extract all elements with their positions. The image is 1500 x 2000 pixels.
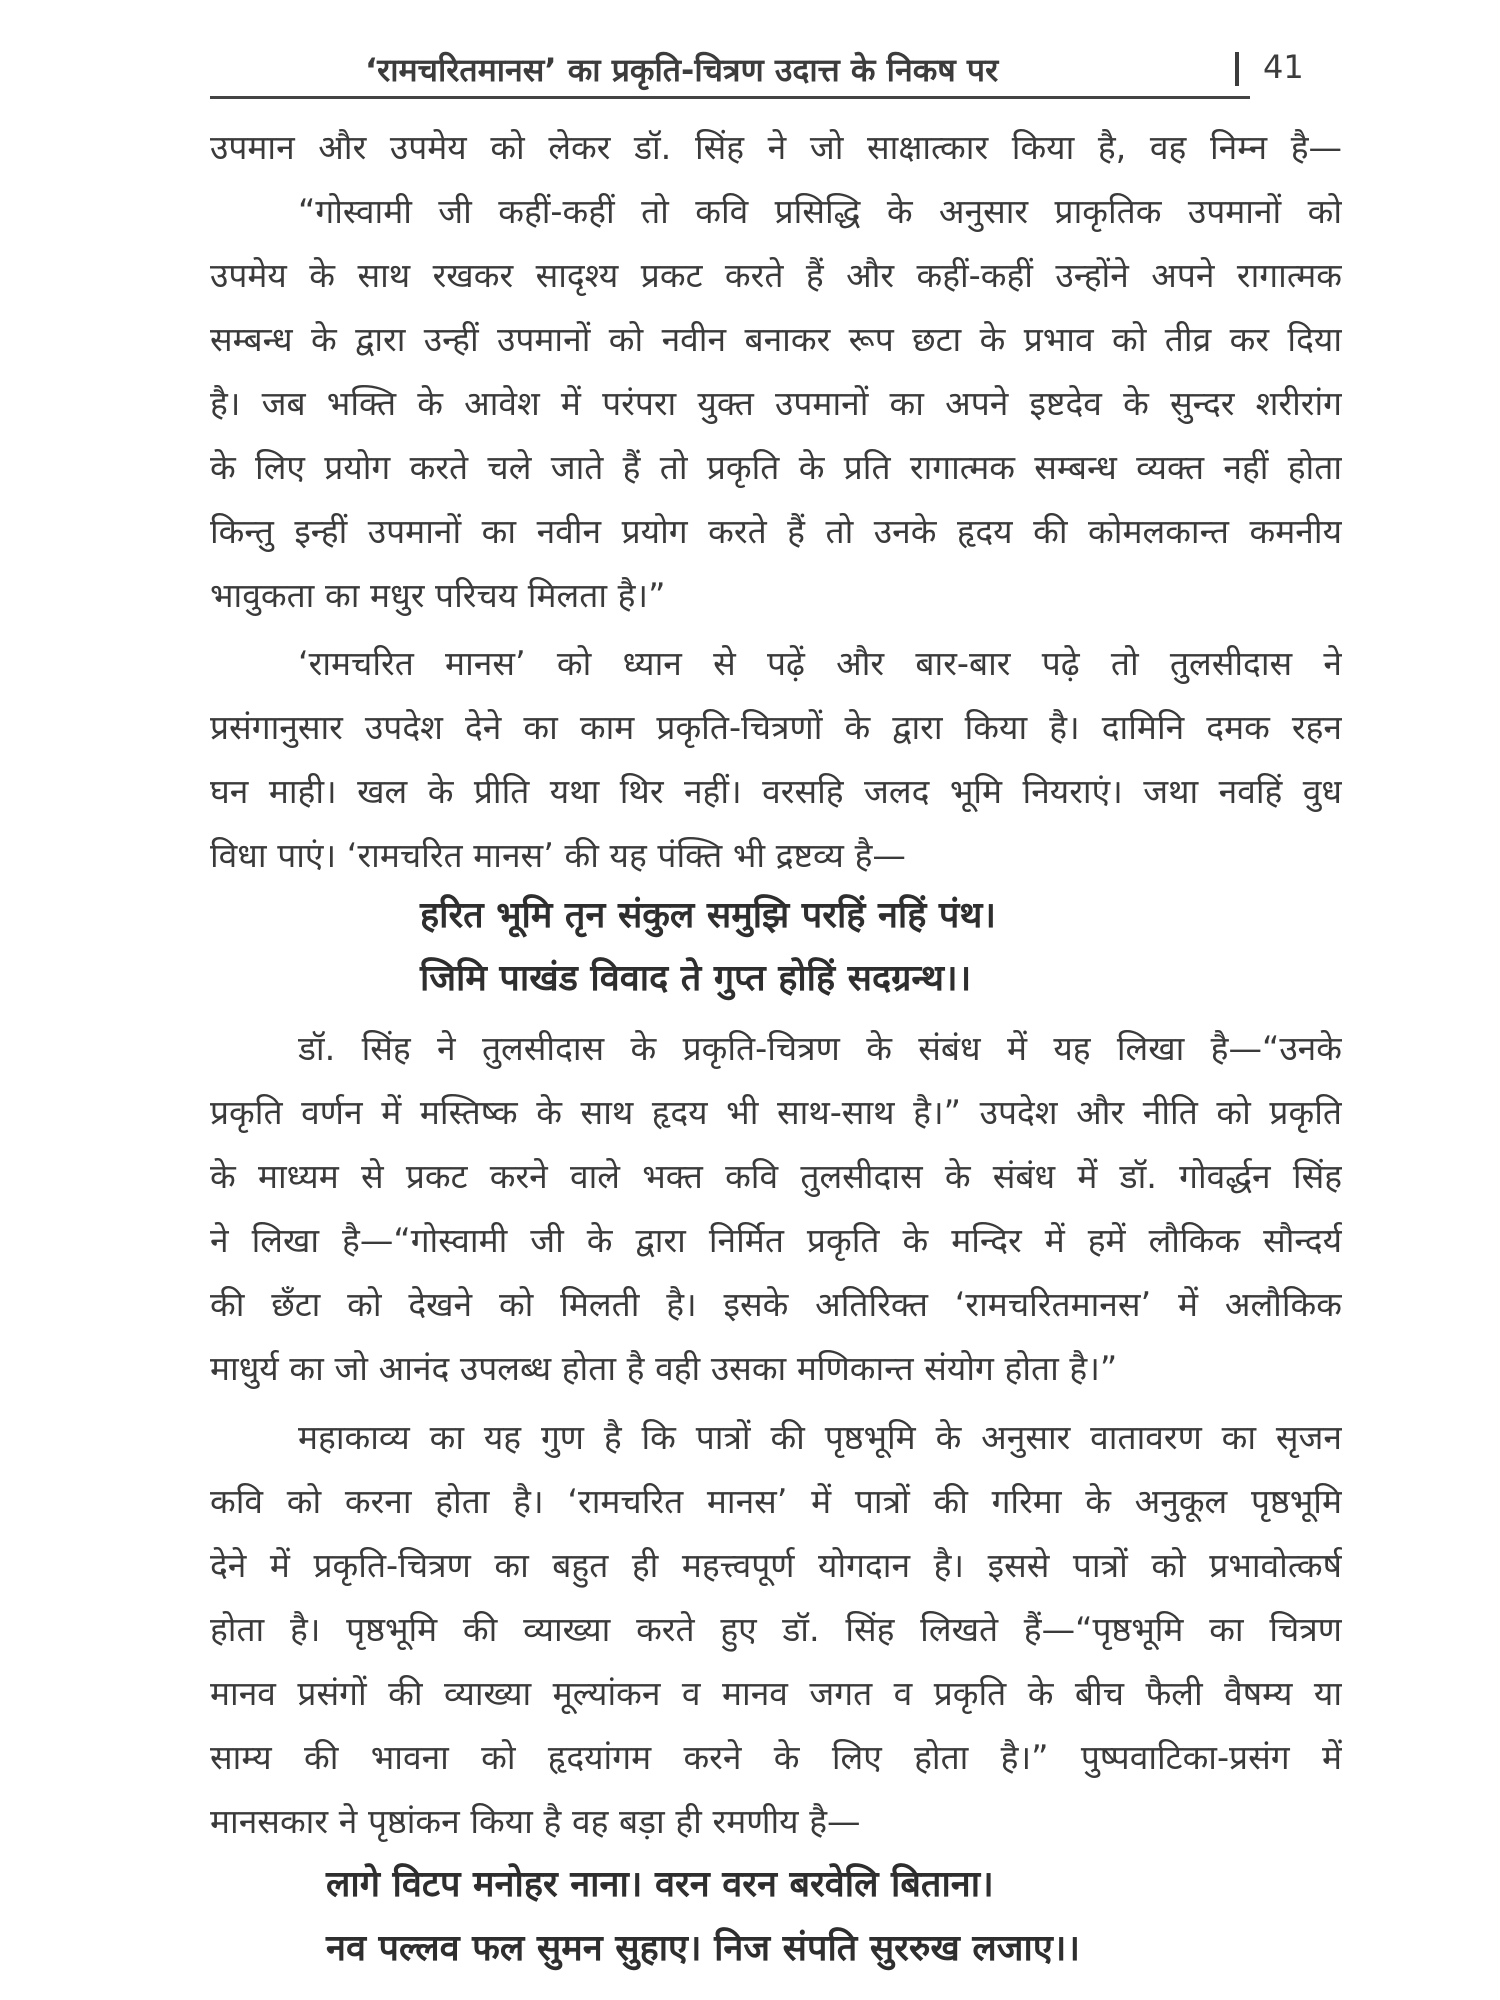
text-line: ने लिखा है—“गोस्वामी जी के द्वारा निर्मित प्रकृति के मन्दिर में हमें लौकिक सौन्दर्य	[210, 1221, 1342, 1260]
text-line: ‘रामचरित मानस’ को ध्यान से पढ़ें और बार-बार पढ़े तो तुलसीदास ने	[298, 644, 1342, 683]
text-line: के लिए प्रयोग करते चले जाते हैं तो प्रकृति के प्रति रागात्मक सम्बन्ध व्यक्त नहीं होता	[210, 448, 1342, 487]
text-line: मानव प्रसंगों की व्याख्या मूल्यांकन व मानव जगत व प्रकृति के बीच फैली वैषम्य या	[210, 1674, 1342, 1713]
text-line: देने में प्रकृति-चित्रण का बहुत ही महत्त्वपूर्ण योगदान है। इससे पात्रों को प्रभावोत्कर्ष	[210, 1546, 1342, 1585]
verse-line: नव पल्लव फल सुमन सुहाए। निज संपति सुररुख लजाए।।	[326, 1928, 1081, 1969]
text-line: होता है। पृष्ठभूमि की व्याख्या करते हुए डॉ. सिंह लिखते हैं—“पृष्ठभूमि का चित्रण	[210, 1610, 1342, 1649]
page-number: 41	[1263, 48, 1304, 86]
text-line: है। जब भक्ति के आवेश में परंपरा युक्त उपमानों का अपने इष्टदेव के सुन्दर शरीरांग	[210, 384, 1342, 423]
text-line: भावुकता का मधुर परिचय मिलता है।”	[210, 576, 666, 615]
text-line: प्रकृति वर्णन में मस्तिष्क के साथ हृदय भी साथ-साथ है।” उपदेश और नीति को प्रकृति	[210, 1093, 1342, 1132]
text-line: प्रसंगानुसार उपदेश देने का काम प्रकृति-चित्रणों के द्वारा किया है। दामिनि दमक रहन	[210, 708, 1342, 747]
text-line: मानसकार ने पृष्ठांकन किया है वह बड़ा ही रमणीय है—	[210, 1802, 861, 1841]
header-rule	[210, 96, 1250, 99]
text-line: साम्य की भावना को हृदयांगम करने के लिए होता है।” पुष्पवाटिका-प्रसंग में	[210, 1738, 1342, 1777]
text-line: किन्तु इन्हीं उपमानों का नवीन प्रयोग करते हैं तो उनके हृदय की कोमलकान्त कमनीय	[210, 512, 1342, 551]
text-line: उपमेय के साथ रखकर सादृश्य प्रकट करते हैं और कहीं-कहीं उन्होंने अपने रागात्मक	[210, 256, 1342, 295]
verse-line: हरित भूमि तृन संकुल समुझि परहिं नहिं पंथ।	[420, 895, 997, 936]
header-separator	[1235, 52, 1239, 86]
text-line: सम्बन्ध के द्वारा उन्हीं उपमानों को नवीन बनाकर रूप छटा के प्रभाव को तीव्र कर दिया	[210, 320, 1342, 359]
text-line: “गोस्वामी जी कहीं-कहीं तो कवि प्रसिद्धि के अनुसार प्राकृतिक उपमानों को	[298, 192, 1342, 231]
text-line: विधा पाएं। ‘रामचरित मानस’ की यह पंक्ति भी द्रष्टव्य है—	[210, 836, 906, 875]
page-header	[210, 36, 1345, 98]
text-line: के माध्यम से प्रकट करने वाले भक्त कवि तुलसीदास के संबंध में डॉ. गोवर्द्धन सिंह	[210, 1157, 1342, 1196]
text-line: डॉ. सिंह ने तुलसीदास के प्रकृति-चित्रण के संबंध में यह लिखा है—“उनके	[298, 1029, 1342, 1068]
running-title: ‘रामचरितमानस’ का प्रकृति-चित्रण उदात्त के निकष पर	[365, 51, 999, 89]
text-line: महाकाव्य का यह गुण है कि पात्रों की पृष्ठभूमि के अनुसार वातावरण का सृजन	[298, 1418, 1342, 1457]
text-line: माधुर्य का जो आनंद उपलब्ध होता है वही उसका मणिकान्त संयोग होता है।”	[210, 1349, 1118, 1388]
text-line: घन माही। खल के प्रीति यथा थिर नहीं। वरसहि जलद भूमि नियराएं। जथा नवहिं वुध	[210, 772, 1342, 811]
text-line: की छँटा को देखने को मिलती है। इसके अतिरिक्त ‘रामचरितमानस’ में अलौकिक	[210, 1285, 1342, 1324]
verse-line: जिमि पाखंड विवाद ते गुप्त होहिं सदग्रन्थ।।	[420, 958, 972, 999]
text-line: कवि को करना होता है। ‘रामचरित मानस’ में पात्रों की गरिमा के अनुकूल पृष्ठभूमि	[210, 1482, 1342, 1521]
verse-line: लागे विटप मनोहर नाना। वरन वरन बरवेलि बिताना।	[326, 1864, 994, 1905]
text-line: उपमान और उपमेय को लेकर डॉ. सिंह ने जो साक्षात्कार किया है, वह निम्न है—	[210, 128, 1342, 167]
